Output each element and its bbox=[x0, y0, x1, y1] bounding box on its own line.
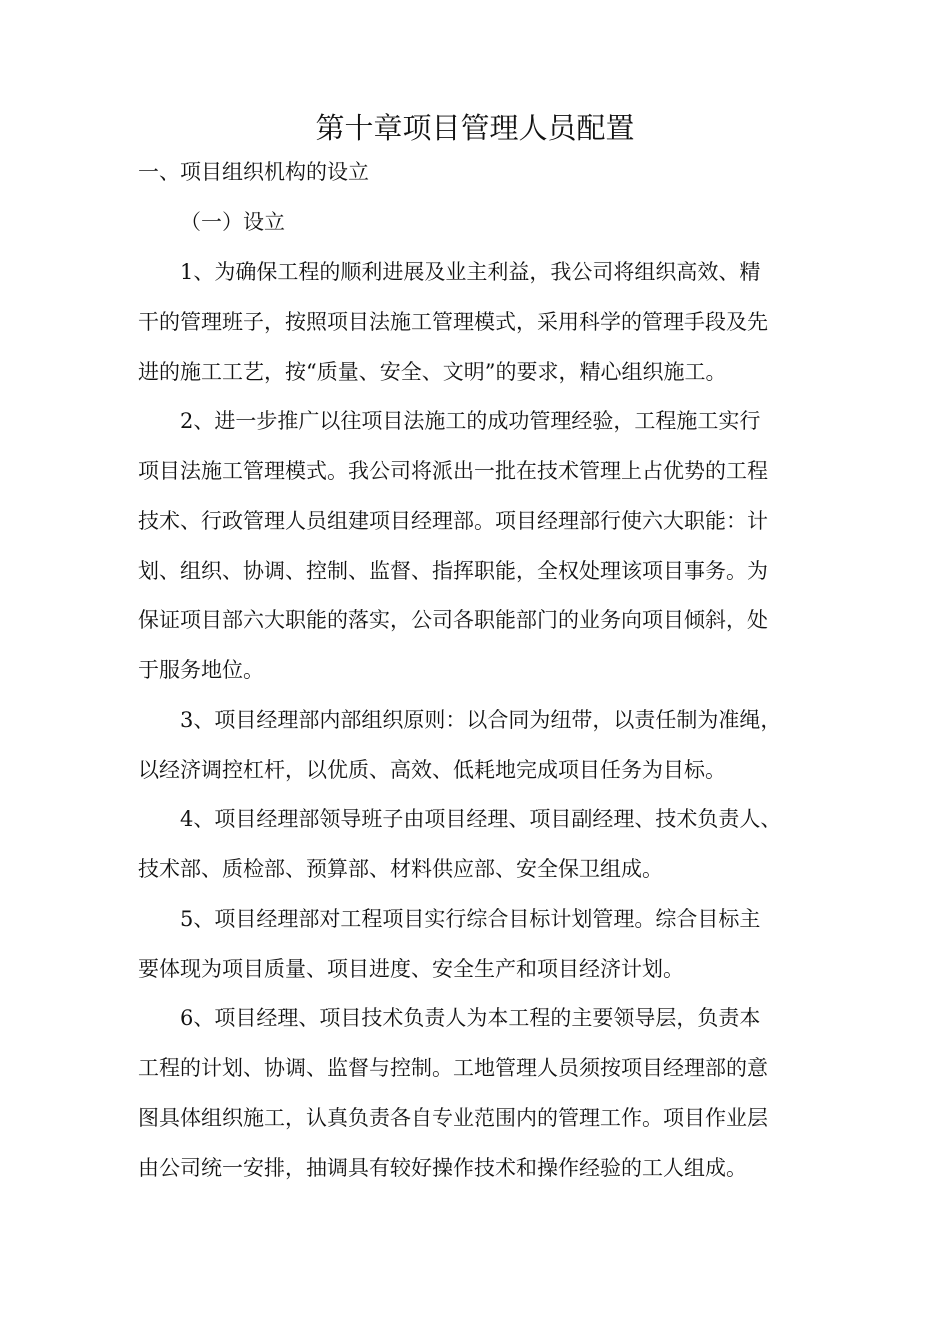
paragraph-4-line-2: 技术部、质检部、预算部、材料供应部、安全保卫组成。 bbox=[138, 857, 663, 881]
paragraph-3-line-1: 3、项目经理部内部组织原则：以合同为纽带，以责任制为准绳， bbox=[180, 708, 782, 732]
paragraph-2-line-1: 2、进一步推广以往项目法施工的成功管理经验，工程施工实行 bbox=[180, 409, 761, 433]
paragraph-6-line-3: 图具体组织施工，认真负责各自专业范围内的管理工作。项目作业层 bbox=[138, 1106, 768, 1130]
paragraph-2-line-4: 划、组织、协调、控制、监督、指挥职能，全权处理该项目事务。为 bbox=[138, 559, 768, 583]
page-title: 第十章项目管理人员配置 bbox=[315, 111, 635, 145]
paragraph-3-line-2: 以经济调控杠杆，以优质、高效、低耗地完成项目任务为目标。 bbox=[138, 758, 726, 782]
paragraph-1-line-2: 干的管理班子，按照项目法施工管理模式，采用科学的管理手段及先 bbox=[138, 310, 768, 334]
paragraph-2-line-5: 保证项目部六大职能的落实，公司各职能部门的业务向项目倾斜，处 bbox=[138, 608, 768, 632]
paragraph-2-line-6: 于服务地位。 bbox=[138, 658, 264, 682]
subsection-heading: （一）设立 bbox=[180, 210, 285, 234]
paragraph-6-line-2: 工程的计划、协调、监督与控制。工地管理人员须按项目经理部的意 bbox=[138, 1056, 768, 1080]
paragraph-1-line-1: 1、为确保工程的顺利进展及业主利益，我公司将组织高效、精 bbox=[180, 260, 761, 284]
paragraph-6-line-1: 6、项目经理、项目技术负责人为本工程的主要领导层，负责本 bbox=[180, 1006, 761, 1030]
paragraph-1-line-3: 进的施工工艺，按“质量、安全、文明”的要求，精心组织施工。 bbox=[138, 360, 727, 384]
paragraph-6-line-4: 由公司统一安排，抽调具有较好操作技术和操作经验的工人组成。 bbox=[138, 1156, 747, 1180]
paragraph-5-line-2: 要体现为项目质量、项目进度、安全生产和项目经济计划。 bbox=[138, 957, 684, 981]
paragraph-4-line-1: 4、项目经理部领导班子由项目经理、项目副经理、技术负责人、 bbox=[180, 807, 782, 831]
paragraph-5-line-1: 5、项目经理部对工程项目实行综合目标计划管理。综合目标主 bbox=[180, 907, 761, 931]
section-heading: 一、项目组织机构的设立 bbox=[138, 160, 369, 184]
paragraph-2-line-2: 项目法施工管理模式。我公司将派出一批在技术管理上占优势的工程 bbox=[138, 459, 768, 483]
paragraph-2-line-3: 技术、行政管理人员组建项目经理部。项目经理部行使六大职能：计 bbox=[138, 509, 768, 533]
